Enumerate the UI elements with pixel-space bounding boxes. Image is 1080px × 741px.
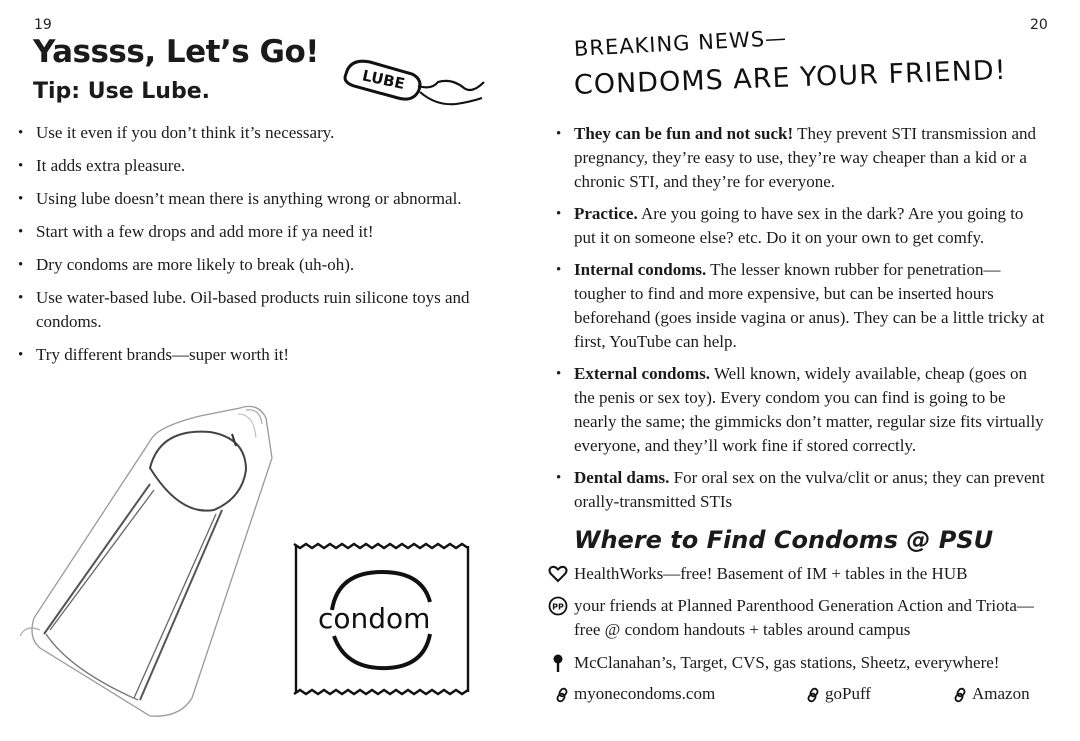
lube-tips-list (18, 121, 518, 367)
link-text[interactable]: myonecondoms.com (574, 684, 716, 703)
list-item (556, 466, 1046, 514)
list-item-term: They can be fun and not suck! (574, 124, 794, 143)
condoms-heading: CONDOMS ARE YOUR FRIEND! (573, 54, 1008, 101)
find-item (552, 594, 1054, 642)
list-item-term: Internal condoms. (574, 260, 707, 279)
list-item (556, 122, 1046, 194)
link-icon (554, 687, 570, 703)
list-item (556, 202, 1046, 250)
list-item: • It adds extra pleasure. (18, 154, 518, 178)
list-item: • Use water-based lube. Oil-based products ruin silicone toys and condoms. (18, 286, 518, 334)
find-item-text: your friends at Planned Parenthood Generation Action and Triota—free @ condom handouts + tables around campus (574, 596, 1034, 639)
list-item-text: For oral sex on the vulva/clit or anus; they can prevent orally-transmitted STIs (574, 468, 1045, 511)
list-item-term: Practice. (574, 204, 638, 223)
heart-icon (548, 564, 568, 584)
list-item: • Using lube doesn’t mean there is anything wrong or abnormal. (18, 187, 518, 211)
list-item-text: Are you going to have sex in the dark? Are you going to put it on someone else? etc. Do it on your own to get comfy. (574, 204, 1024, 247)
condom-wrapper-icon (288, 538, 478, 700)
page-number-right: 20 (1030, 17, 1048, 33)
list-item (556, 362, 1046, 458)
link-gopuff[interactable] (825, 684, 871, 704)
where-to-find-heading: Where to Find Condoms @ PSU (574, 526, 994, 554)
find-item (574, 562, 1054, 586)
list-item-text: The lesser known rubber for penetration—tougher to find and more expensive, but can be inserted hours beforehand (goes inside vagina or anus). They can be a little tricky at first, YouTube can help. (574, 260, 1045, 351)
page-title: Yassss, Let’s Go! (33, 34, 319, 70)
link-text[interactable]: Amazon (972, 684, 1030, 703)
link-icon (805, 687, 821, 703)
right-page (540, 0, 1080, 741)
list-item (556, 258, 1046, 354)
list-item: • Use it even if you don’t think it’s necessary. (18, 121, 518, 145)
map-pin-icon (548, 653, 568, 673)
condom-wrapper-label: condom (318, 602, 431, 635)
list-item-term: Dental dams. (574, 468, 670, 487)
find-item-text: McClanahan’s, Target, CVS, gas stations, Sheetz, everywhere! (574, 653, 1000, 672)
list-item: • Start with a few drops and add more if ya need it! (18, 220, 518, 244)
link-amazon[interactable] (972, 684, 1030, 704)
find-item (574, 651, 1054, 675)
list-item: • Dry condoms are more likely to break (uh-oh). (18, 253, 518, 277)
pp-icon-text: PP (552, 602, 564, 612)
list-item-text: They prevent STI transmission and pregnancy, they’re easy to use, they’re way cheaper than a kid or a chronic STI, and they’re for everyone. (574, 124, 1037, 191)
page-number-left: 19 (34, 17, 52, 33)
list-item-text: Well known, widely available, cheap (goes on the penis or sex toy). Every condom you can find is going to be nearly the same; the gimmicks don’t matter, regular size fits virtually everyone, and they’ll work fine if stored correctly. (574, 364, 1044, 455)
page-subtitle: Tip: Use Lube. (33, 79, 210, 104)
link-myonecondoms[interactable] (574, 684, 715, 704)
condom-facts-list (556, 122, 1046, 514)
link-icon (952, 687, 968, 703)
find-item-text: HealthWorks—free! Basement of IM + tables in the HUB (574, 564, 968, 583)
lube-tag-icon (340, 52, 490, 114)
breaking-news-heading: BREAKING NEWS— (573, 25, 788, 61)
list-item: • Try different brands—super worth it! (18, 343, 518, 367)
pp-icon (548, 596, 568, 616)
lube-tag-label: LUBE (360, 66, 407, 94)
list-item-term: External condoms. (574, 364, 710, 383)
link-text[interactable]: goPuff (825, 684, 871, 703)
condom-sketch-illustration (10, 398, 280, 728)
